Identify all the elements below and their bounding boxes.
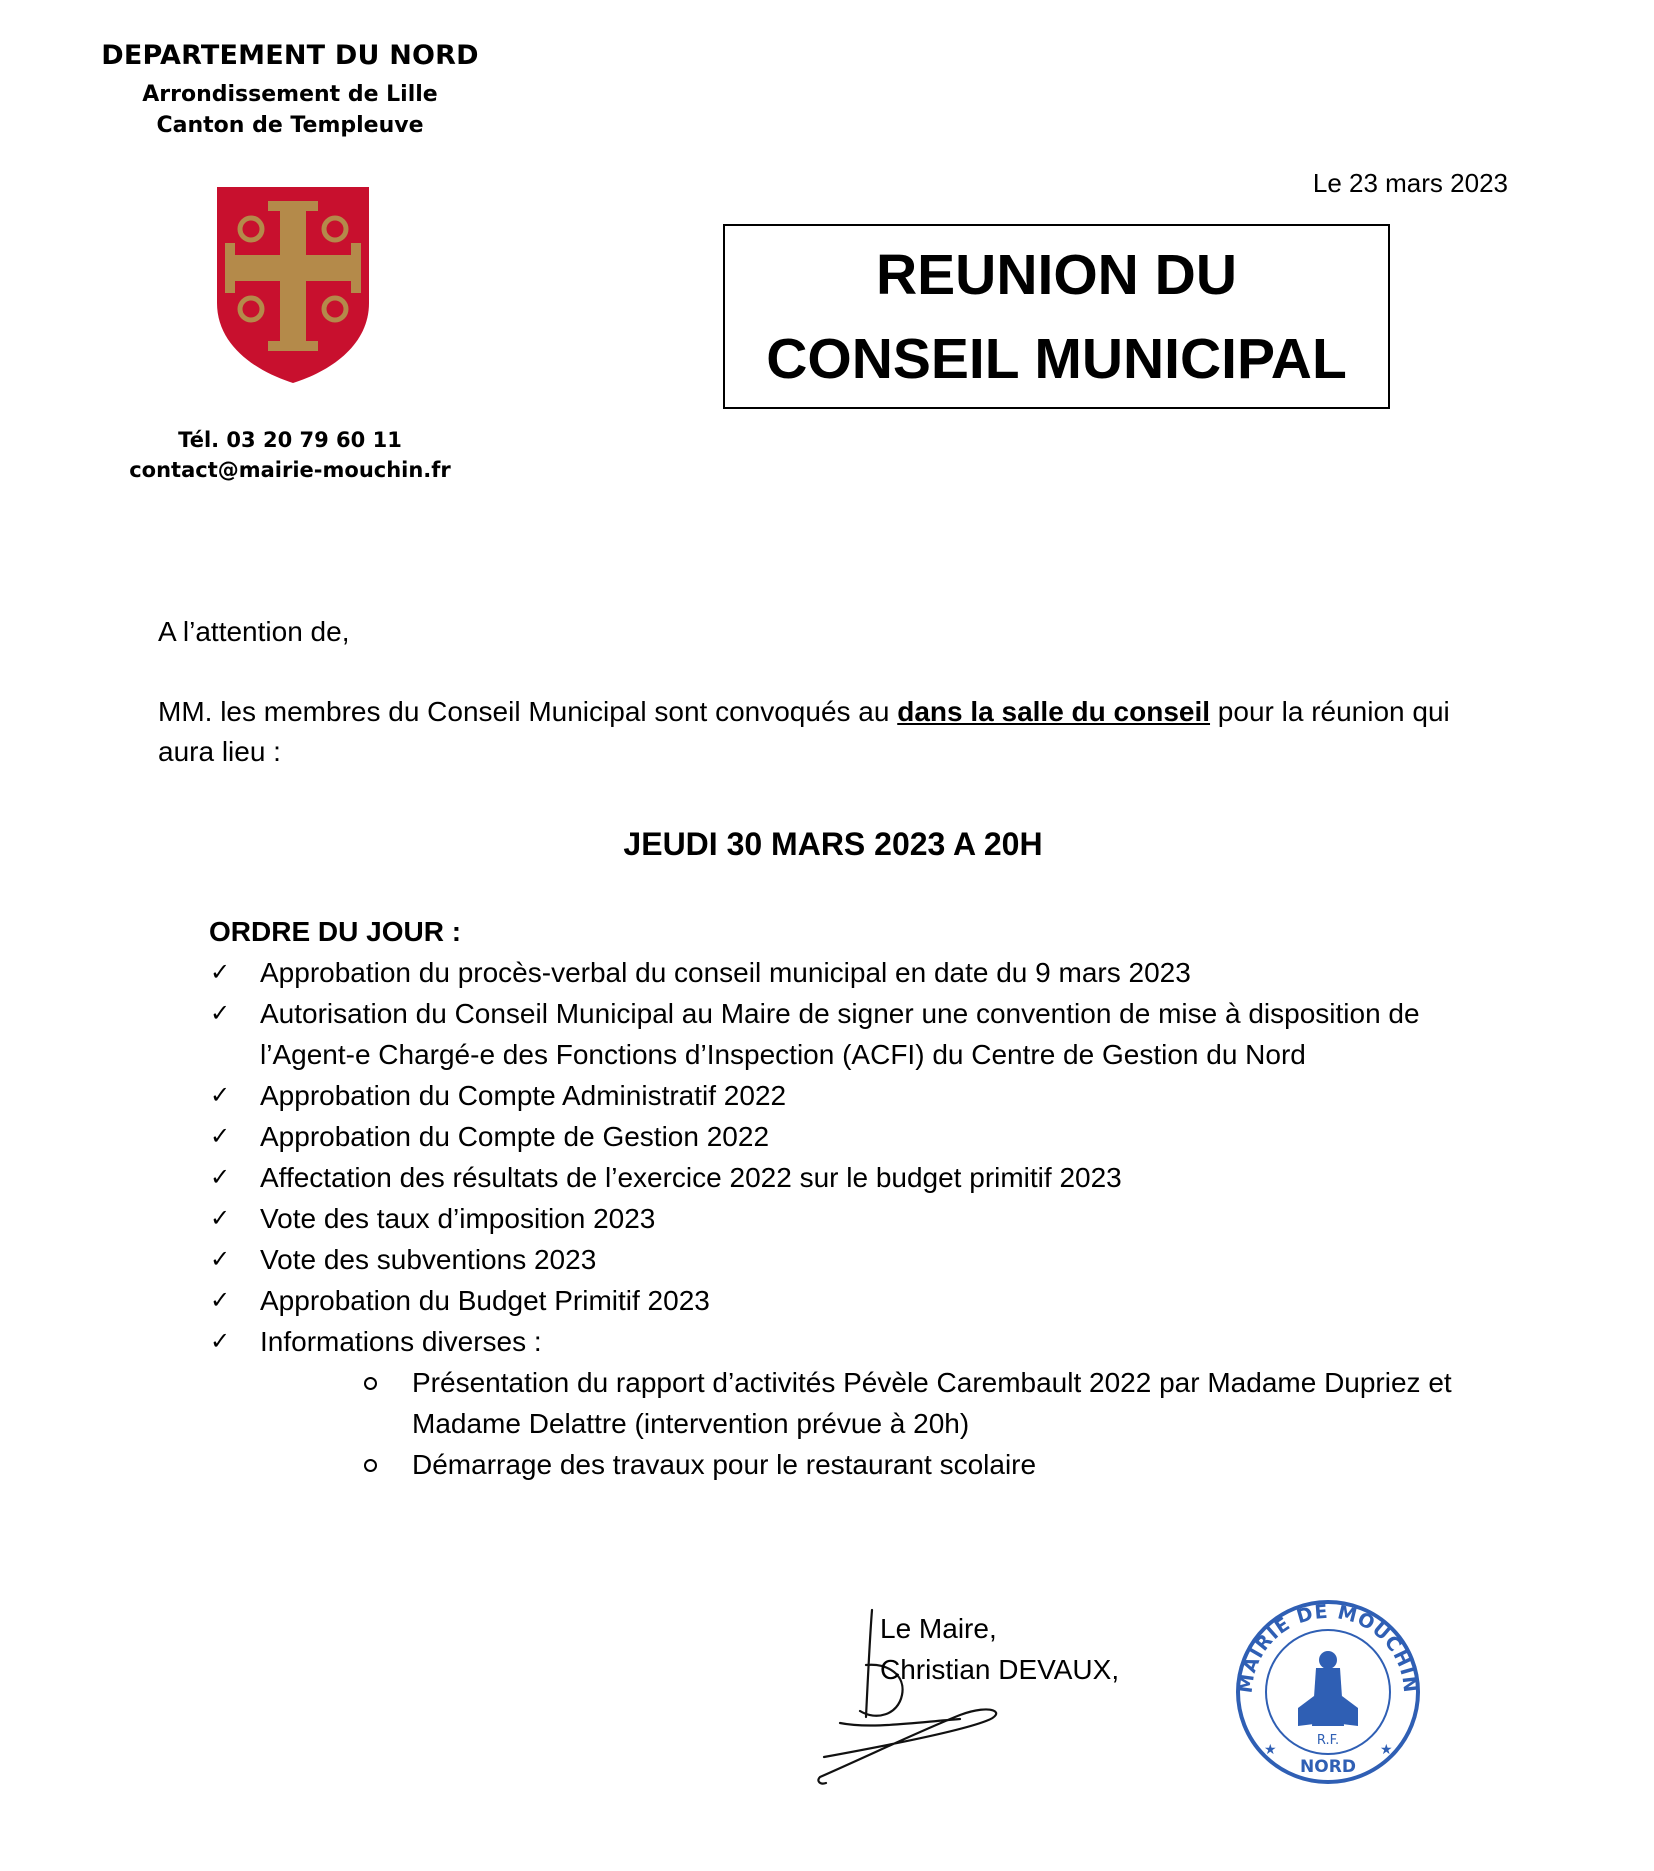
- meeting-datetime: JEUDI 30 MARS 2023 A 20H: [623, 826, 1043, 862]
- svg-text:NORD: NORD: [1300, 1757, 1356, 1777]
- checkmark-icon: ✓: [210, 1327, 231, 1355]
- agenda-item-text: Approbation du Compte de Gestion 2022: [260, 1121, 770, 1152]
- agenda-list: [208, 952, 1508, 1485]
- signatory-name: Christian DEVAUX,: [880, 1654, 1120, 1685]
- agenda-item: [208, 1116, 1508, 1157]
- convocation-text-before: MM. les membres du Conseil Municipal sont convoqués au: [158, 696, 898, 727]
- svg-text:R.F.: R.F.: [1316, 1733, 1340, 1748]
- checkmark-icon: ✓: [210, 1081, 231, 1109]
- svg-text:MAIRIE DE MOUCHIN: MAIRIE DE MOUCHIN: [1234, 1600, 1422, 1695]
- agenda-item: [208, 952, 1508, 993]
- agenda-item-text: Vote des taux d’imposition 2023: [260, 1203, 656, 1234]
- agenda-item-text: Informations diverses :: [260, 1326, 542, 1357]
- meeting-place: dans la salle du conseil: [897, 696, 1211, 727]
- agenda-item-text: Vote des subventions 2023: [260, 1244, 597, 1275]
- checkmark-icon: ✓: [210, 1204, 231, 1232]
- checkmark-icon: ✓: [210, 999, 231, 1027]
- agenda-subitem: [360, 1444, 1508, 1485]
- circle-bullet-icon: [364, 1377, 377, 1390]
- agenda-item: [208, 1075, 1508, 1116]
- agenda-subitem-text: Présentation du rapport d’activités Pévèle Carembault 2022 par Madame Dupriez et Madame Delattre (intervention prévue à 20h): [412, 1367, 1452, 1439]
- signatory-role: Le Maire,: [880, 1613, 997, 1644]
- agenda-item: [208, 993, 1508, 1075]
- agenda-item: [208, 1157, 1508, 1198]
- agenda-subitem-text: Démarrage des travaux pour le restaurant scolaire: [412, 1449, 1037, 1480]
- agenda-subitem: [360, 1362, 1508, 1444]
- stamp-emblem: [1298, 1651, 1358, 1726]
- agenda-sublist: [260, 1362, 1508, 1485]
- agenda-item: [208, 1198, 1508, 1239]
- document-date: Le 23 mars 2023: [1312, 168, 1508, 198]
- title-box: [723, 224, 1390, 409]
- attention-line: A l’attention de,: [158, 616, 350, 647]
- agenda-item: [208, 1280, 1508, 1321]
- circle-bullet-icon: [364, 1459, 377, 1472]
- agenda-item: [208, 1239, 1508, 1280]
- checkmark-icon: ✓: [210, 958, 231, 986]
- agenda-item-text: Approbation du procès-verbal du conseil municipal en date du 9 mars 2023: [260, 957, 1191, 988]
- checkmark-icon: ✓: [210, 1286, 231, 1314]
- agenda-item-text: Affectation des résultats de l’exercice 2022 sur le budget primitif 2023: [260, 1162, 1122, 1193]
- arrondissement-line: Arrondissement de Lille: [142, 82, 438, 107]
- coat-of-arms-icon: [213, 183, 373, 388]
- svg-text:★: ★: [1380, 1741, 1393, 1757]
- checkmark-icon: ✓: [210, 1245, 231, 1273]
- canton-line: Canton de Templeuve: [156, 113, 424, 138]
- svg-text:★: ★: [1264, 1741, 1277, 1757]
- email-address: contact@mairie-mouchin.fr: [129, 458, 451, 482]
- signature-block: [880, 1608, 1119, 1690]
- agenda-item: [208, 1321, 1508, 1485]
- checkmark-icon: ✓: [210, 1163, 231, 1191]
- convocation-text-after: pour la réunion qui aura lieu :: [158, 696, 1450, 767]
- agenda-item-text: Approbation du Compte Administratif 2022: [260, 1080, 787, 1111]
- agenda-item-text: Approbation du Budget Primitif 2023: [260, 1285, 710, 1316]
- official-stamp-icon: [1228, 1596, 1428, 1786]
- convocation-paragraph: [158, 692, 1508, 772]
- agenda-heading: ORDRE DU JOUR :: [209, 916, 462, 947]
- title-line-2: CONSEIL MUNICIPAL: [766, 326, 1347, 391]
- department-heading: DEPARTEMENT DU NORD: [101, 40, 479, 71]
- agenda-item-text: Autorisation du Conseil Municipal au Maire de signer une convention de mise à disposition de l’Agent-e Chargé-e des Fonctions d’Inspection (ACFI) du Centre de Gestion du Nord: [260, 998, 1420, 1070]
- checkmark-icon: ✓: [210, 1122, 231, 1150]
- title-line-1: REUNION DU: [875, 242, 1237, 307]
- phone-number: Tél. 03 20 79 60 11: [178, 428, 402, 452]
